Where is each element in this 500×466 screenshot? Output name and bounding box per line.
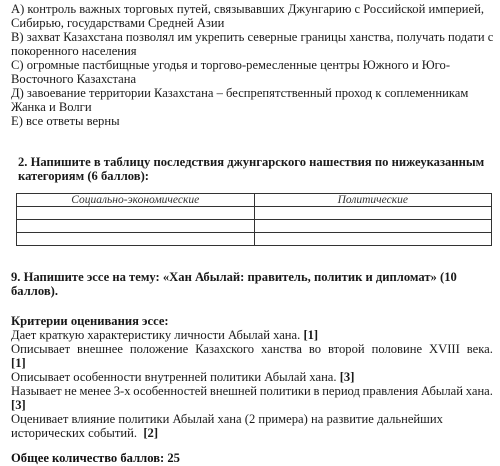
criterion-1 [11, 328, 493, 342]
word: ханства [261, 342, 302, 356]
word: особенностей [133, 384, 208, 398]
option-b-line1: В) захват Казахстана позволял им укрепить северные границы ханства, получать подати с [11, 30, 494, 44]
question-2 [18, 155, 484, 183]
question-9-line2: баллов). [11, 284, 58, 298]
word: период [322, 384, 360, 398]
question-2-line2: категориям (6 баллов): [18, 169, 149, 183]
option-a-line2: Сибирью, государствами Средней Азии [11, 16, 225, 30]
option-b-line2: покоренного населения [11, 44, 137, 58]
word: внешней [209, 384, 257, 398]
option-a-line1: А) контроль важных торговых путей, связывавших Джунгарию с Российской империей, [11, 2, 485, 16]
question-9 [11, 270, 457, 298]
word: второй [328, 342, 365, 356]
table-row [17, 207, 492, 220]
word: положение [129, 342, 189, 356]
option-d-line1: Д) завоевание территории Казахстана – беспрепятственный проход к соплеменникам [11, 86, 469, 100]
table-row [17, 233, 492, 246]
option-c-line1: С) огромные пастбищные угодья и торгово-ремесленные центры Южного и Юго- [11, 58, 451, 72]
criteria-heading: Критерии оценивания эссе: [11, 314, 169, 328]
word: Описывает [11, 342, 71, 356]
criterion-3 [11, 370, 493, 384]
criterion-2-points: [1] [11, 356, 26, 370]
criterion-5-line1: Оценивает влияние политики Абылай хана (2 примера) на развитие дальнейших [11, 412, 443, 426]
word: внешнее [77, 342, 123, 356]
criteria-list [11, 328, 493, 440]
criterion-4-line2 [11, 398, 493, 412]
option-d-line2: Жанка и Волги [11, 100, 92, 114]
word: 3-х [113, 384, 131, 398]
criterion-5-line2 [11, 426, 493, 440]
total-points-cutoff: Общее количество баллов: 25 [11, 451, 180, 465]
header-political: Политические [254, 194, 492, 207]
word: в [313, 384, 320, 398]
criterion-5-text: исторических событий. [11, 426, 138, 440]
table-cell[interactable] [254, 233, 492, 246]
word: XVIII [429, 342, 460, 356]
word: Называет [11, 384, 62, 398]
option-e: Е) все ответы верны [11, 114, 120, 128]
word: правления [362, 384, 419, 398]
question-9-line1: 9. Напишите эссе на тему: «Хан Абылай: правитель, политик и дипломат» (10 [11, 270, 457, 284]
word: Казахского [195, 342, 255, 356]
criterion-5-points: [2] [143, 426, 159, 440]
answer-options [11, 2, 493, 128]
criterion-4-points: [3] [11, 398, 26, 412]
word: менее [79, 384, 111, 398]
table-cell[interactable] [254, 220, 492, 233]
table-cell[interactable] [17, 233, 255, 246]
criterion-2-line1 [11, 342, 493, 356]
criterion-4-line1 [11, 384, 493, 398]
word: политики [259, 384, 311, 398]
table-row [17, 220, 492, 233]
criterion-3-text: Описывает особенности внутренней политики Абылай хана. [11, 370, 337, 384]
option-c-line2: Восточного Казахстана [11, 72, 137, 86]
word: во [308, 342, 322, 356]
criterion-2-line2 [11, 356, 493, 370]
criterion-1-points: [1] [303, 328, 319, 342]
header-socio-economic: Социально-экономические [17, 194, 255, 207]
word: века. [466, 342, 493, 356]
criterion-1-text: Дает краткую характеристику личности Абылай хана. [11, 328, 301, 342]
question-2-line1: 2. Напишите в таблицу последствия джунгарского нашествия по нижеуказанным [18, 155, 485, 169]
table-cell[interactable] [17, 207, 255, 220]
word: Абылай [421, 384, 463, 398]
consequences-table [16, 193, 492, 246]
word: не [64, 384, 77, 398]
word: половине [371, 342, 423, 356]
table-cell[interactable] [17, 220, 255, 233]
criterion-3-points: [3] [339, 370, 355, 384]
word: хана. [465, 384, 493, 398]
table-cell[interactable] [254, 207, 492, 220]
table-header-row [17, 194, 492, 207]
